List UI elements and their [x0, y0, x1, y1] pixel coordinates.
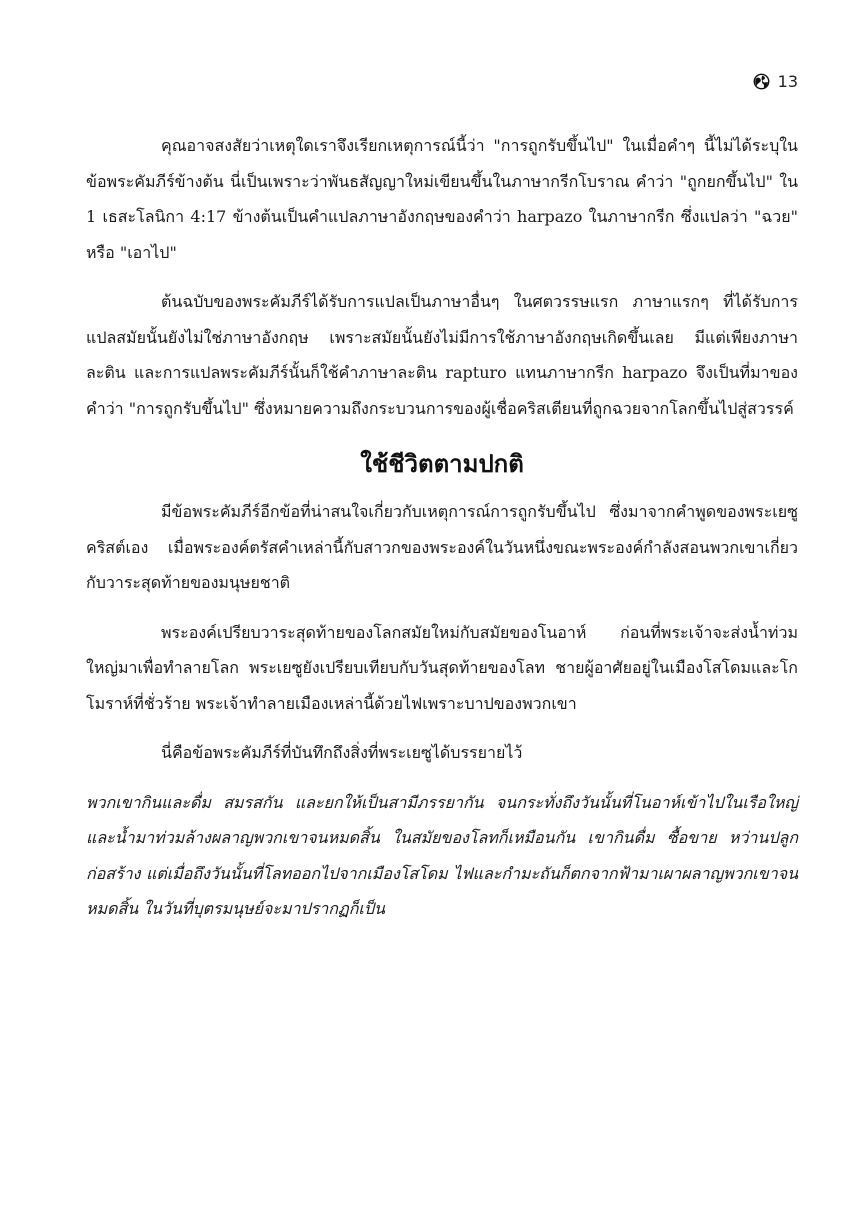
globe-icon: [753, 73, 770, 90]
page-header: [753, 72, 798, 91]
paragraph: มีข้อพระคัมภีร์อีกข้อที่น่าสนใจเกี่ยวกับเหตุการณ์การถูกรับขึ้นไป ซึ่งมาจากคำพูดของพระเยซูคริสต์เอง เมื่อพระองค์ตรัสคำเหล่านี้กับสาวกของพระองค์ในวันหนึ่งขณะพระองค์กำลังสอนพวกเขาเกี่ยวกับวาระสุดท้ายของมนุษยชาติ: [86, 502, 798, 592]
scripture-quote: พวกเขากินและดื่ม สมรสกัน และยกให้เป็นสามีภรรยากัน จนกระทั่งถึงวันนั้นที่โนอาห์เข้าไปในเรือใหญ่ และน้ำมาท่วมล้างผลาญพวกเขาจนหมดสิ้น ในสมัยของโลทก็เหมือนกัน เขากินดื่ม ซื้อขาย หว่านปลูก ก่อสร้าง แต่เมื่อถึงวันนั้นที่โลทออกไปจากเมืองโสโดม ไฟและกำมะถันก็ตกจากฟ้ามาเผาผลาญพวกเขาจนหมดสิ้น ในวันที่บุตรมนุษย์จะมาปรากฏก็เป็น: [86, 792, 798, 918]
section-heading: ใช้ชีวิตตามปกติ: [360, 450, 524, 478]
page-body: [86, 128, 798, 941]
page-number: 13: [777, 72, 798, 91]
paragraph: พระองค์เปรียบวาระสุดท้ายของโลกสมัยใหม่กับสมัยของโนอาห์ ก่อนที่พระเจ้าจะส่งน้ำท่วมใหญ่มาเพื่อทำลายโลก พระเยซูยังเปรียบเทียบกับวันสุดท้ายของโลท ชายผู้อาศัยอยู่ในเมืองโสโดมและโกโมราห์ที่ชั่วร้าย พระเจ้าทำลายเมืองเหล่านี้ด้วยไฟเพราะบาปของพวกเขา: [86, 622, 798, 713]
paragraph: ต้นฉบับของพระคัมภีร์ได้รับการแปลเป็นภาษาอื่นๆ ในศตวรรษแรก ภาษาแรกๆ ที่ได้รับการแปลสมัยนั้นยังไม่ใช่ภาษาอังกฤษ เพราะสมัยนั้นยังไม่มีการใช้ภาษาอังกฤษเกิดขึ้นเลย มีแต่เพียงภาษาละติน และการแปลพระคัมภีร์นั้นก็ใช้คำภาษาละติน rapturo แทนภาษากรีก harpazo จึงเป็นที่มาของคำว่า "การถูกรับขึ้นไป" ซึ่งหมายความถึงกระบวนการของผู้เชื่อคริสเตียนที่ถูกฉวยจากโลกขึ้นไปสู่สวรรค์: [86, 292, 798, 418]
paragraph: นี่คือข้อพระคัมภีร์ที่บันทึกถึงสิ่งที่พระเยซูได้บรรยายไว้: [161, 743, 523, 762]
paragraph: คุณอาจสงสัยว่าเหตุใดเราจึงเรียกเหตุการณ์นี้ว่า "การถูกรับขึ้นไป" ในเมื่อคำๆ นี้ไม่ได้ระบุในข้อพระคัมภีร์ข้างต้น นี่เป็นเพราะว่าพันธสัญญาใหม่เขียนขึ้นในภาษากรีกโบราณ คำว่า "ถูกยกขึ้นไป" ใน 1 เธสะโลนิกา 4:17 ข้างต้นเป็นคำแปลภาษาอังกฤษของคำว่า harpazo ในภาษากรีก ซึ่งแปลว่า "ฉวย" หรือ "เอาไป": [86, 136, 798, 262]
